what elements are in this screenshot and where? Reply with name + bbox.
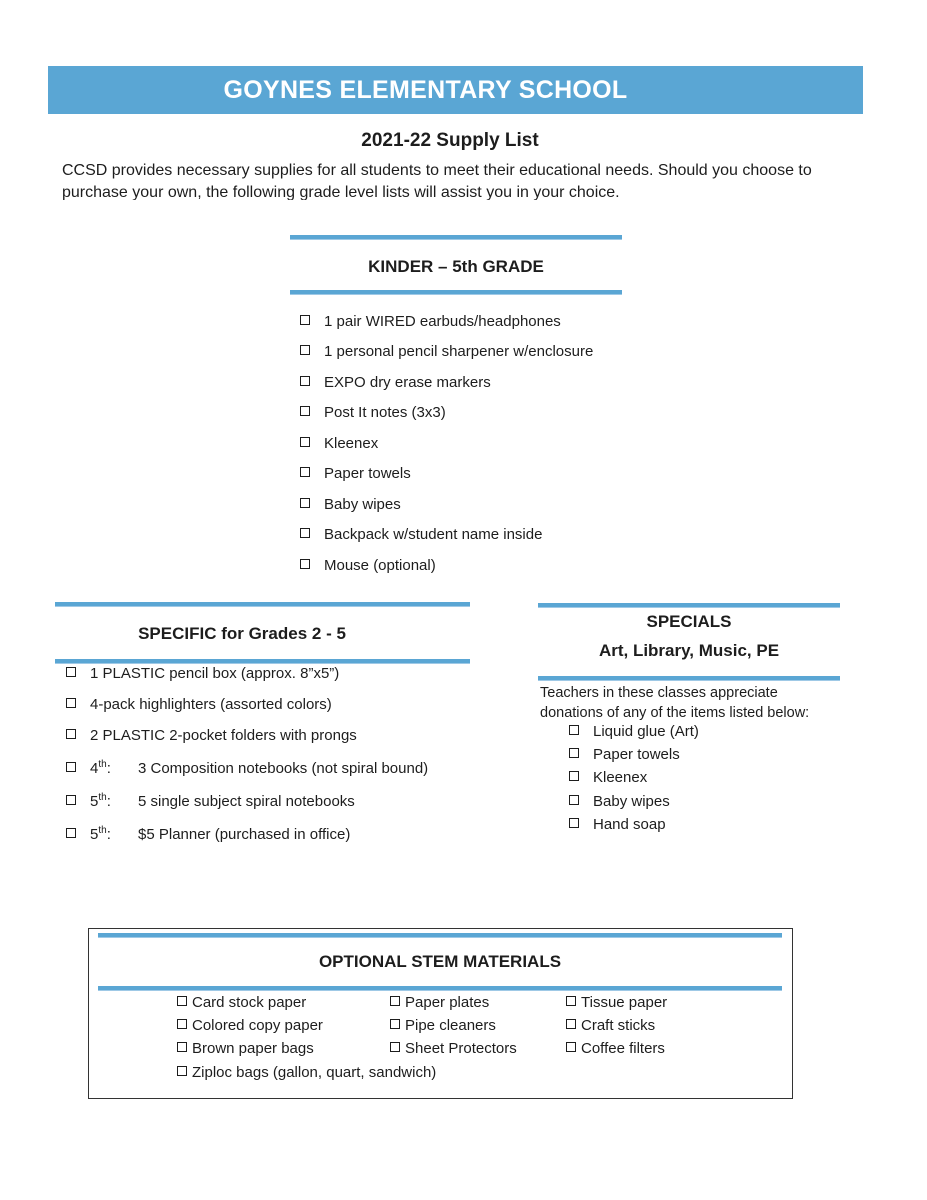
grade-number: 5	[90, 826, 99, 843]
item-label: Paper plates	[405, 994, 490, 1011]
checkbox-icon[interactable]	[66, 698, 76, 708]
item-label: 1 personal pencil sharpener w/enclosure	[324, 343, 594, 360]
checkbox-icon[interactable]	[566, 996, 576, 1006]
item-label: Brown paper bags	[192, 1040, 314, 1057]
checklist-item-1-personal-pencil-sharpener-w-enclosure	[300, 343, 593, 360]
checklist-item-liquid-glue-art	[569, 723, 699, 740]
item-label: 5 single subject spiral notebooks	[138, 793, 355, 810]
checkbox-icon[interactable]	[66, 828, 76, 838]
checkbox-icon[interactable]	[569, 771, 579, 781]
specials-bottom-rule	[538, 676, 840, 681]
specific-top-rule	[55, 602, 470, 607]
intro-text: CCSD provides necessary supplies for all students to meet their educational needs. Should you choose to purchase your own, the following grade level lists will assist you in your choice.	[62, 162, 812, 200]
checkbox-icon[interactable]	[569, 818, 579, 828]
checkbox-icon[interactable]	[66, 667, 76, 677]
checklist-item-2-plastic-2-pocket-folders-with-prongs	[66, 727, 357, 744]
checkbox-icon[interactable]	[66, 762, 76, 772]
checklist-item-4-pack-highlighters-assorted-colors	[66, 696, 332, 713]
grade-label	[90, 792, 138, 810]
checkbox-icon[interactable]	[177, 1042, 187, 1052]
kinder-top-rule	[290, 235, 622, 240]
grade-suffix: th	[98, 825, 107, 836]
item-label: Post It notes (3x3)	[324, 404, 446, 421]
checklist-item-backpack-w-student-name-inside	[300, 526, 542, 543]
checkbox-icon[interactable]	[566, 1019, 576, 1029]
checklist-item-paper-towels	[300, 465, 411, 482]
item-label: Backpack w/student name inside	[324, 526, 543, 543]
item-label: 3 Composition notebooks (not spiral bound)	[138, 760, 429, 777]
item-label: Paper towels	[324, 465, 411, 482]
checklist-item-baby-wipes	[569, 793, 670, 810]
grade-colon: :	[106, 760, 111, 777]
checkbox-icon[interactable]	[66, 795, 76, 805]
checklist-item-1-plastic-pencil-box-approx-8-x5	[66, 665, 339, 682]
specials-heading: SPECIALS	[646, 612, 732, 631]
checkbox-icon[interactable]	[569, 795, 579, 805]
grade-label	[90, 825, 138, 843]
checklist-item-craft-sticks	[566, 1017, 655, 1034]
checklist-item-kleenex	[300, 435, 378, 452]
specials-note-line1: Teachers in these classes appreciate	[540, 685, 778, 701]
item-label: Sheet Protectors	[405, 1040, 517, 1057]
checkbox-icon[interactable]	[300, 437, 310, 447]
school-name: GOYNES ELEMENTARY SCHOOL	[223, 76, 628, 104]
school-banner	[48, 66, 863, 114]
checkbox-icon[interactable]	[300, 559, 310, 569]
specific-heading: SPECIFIC for Grades 2 - 5	[138, 624, 346, 643]
page-title: 2021-22 Supply List	[361, 130, 539, 151]
item-label: Kleenex	[593, 769, 648, 786]
item-label: 1 pair WIRED earbuds/headphones	[324, 313, 561, 330]
grade-suffix: th	[98, 759, 107, 770]
item-label: Craft sticks	[581, 1017, 656, 1034]
stem-top-rule	[98, 933, 782, 938]
grade-suffix: th	[98, 792, 107, 803]
specials-note-line2: donations of any of the items listed below:	[540, 705, 810, 721]
item-label: Baby wipes	[593, 793, 670, 810]
grade-number: 4	[90, 760, 99, 777]
stem-heading: OPTIONAL STEM MATERIALS	[318, 952, 562, 971]
checklist-item-paper-plates	[390, 994, 489, 1011]
specials-top-rule	[538, 603, 840, 608]
item-label: Card stock paper	[192, 994, 307, 1011]
stem-bottom-rule	[98, 986, 782, 991]
item-label: 1 PLASTIC pencil box (approx. 8”x5”)	[90, 665, 340, 682]
kinder-heading: KINDER – 5th GRADE	[368, 257, 544, 276]
checkbox-icon[interactable]	[390, 1042, 400, 1052]
item-label: Baby wipes	[324, 496, 401, 513]
item-label: 2 PLASTIC 2-pocket folders with prongs	[90, 727, 357, 744]
checkbox-icon[interactable]	[177, 996, 187, 1006]
checkbox-icon[interactable]	[300, 406, 310, 416]
checklist-item-ziploc-bags-gallon-quart-sandwich	[177, 1064, 436, 1081]
item-label: Ziploc bags (gallon, quart, sandwich)	[192, 1064, 437, 1081]
checkbox-icon[interactable]	[300, 528, 310, 538]
checklist-item-3-composition-notebooks-not-spiral-bound	[66, 759, 428, 777]
checklist-item-post-it-notes-3x3	[300, 404, 446, 421]
specific-bottom-rule	[55, 659, 470, 664]
grade-colon: :	[106, 826, 111, 843]
checklist-item-baby-wipes	[300, 496, 401, 513]
item-label: EXPO dry erase markers	[324, 374, 491, 391]
checklist-item-5-single-subject-spiral-notebooks	[66, 792, 355, 810]
checklist-item-tissue-paper	[566, 994, 667, 1011]
checklist-item-kleenex	[569, 769, 647, 786]
item-label: Colored copy paper	[192, 1017, 323, 1034]
specials-note	[540, 683, 809, 723]
checklist-item-5-planner-purchased-in-office	[66, 825, 350, 843]
checklist-item-paper-towels	[569, 746, 680, 763]
checkbox-icon[interactable]	[300, 345, 310, 355]
checklist-item-mouse-optional	[300, 557, 436, 574]
checklist-item-brown-paper-bags	[177, 1040, 314, 1057]
checkbox-icon[interactable]	[300, 376, 310, 386]
checklist-item-pipe-cleaners	[390, 1017, 496, 1034]
item-label: Mouse (optional)	[324, 557, 436, 574]
checkbox-icon[interactable]	[300, 467, 310, 477]
item-label: Liquid glue (Art)	[593, 723, 699, 740]
item-label: $5 Planner (purchased in office)	[138, 826, 351, 843]
checklist-item-coffee-filters	[566, 1040, 665, 1057]
checklist-item-sheet-protectors	[390, 1040, 517, 1057]
checkbox-icon[interactable]	[390, 1019, 400, 1029]
checkbox-icon[interactable]	[300, 498, 310, 508]
checkbox-icon[interactable]	[177, 1066, 187, 1076]
checkbox-icon[interactable]	[569, 725, 579, 735]
checkbox-icon[interactable]	[66, 729, 76, 739]
item-label: Hand soap	[593, 816, 666, 833]
checklist-item-colored-copy-paper	[177, 1017, 323, 1034]
checklist-item-hand-soap	[569, 816, 666, 833]
grade-colon: :	[106, 793, 111, 810]
item-label: Tissue paper	[581, 994, 668, 1011]
checkbox-icon[interactable]	[569, 748, 579, 758]
checklist-item-1-pair-wired-earbuds-headphones	[300, 313, 561, 330]
checklist-item-card-stock-paper	[177, 994, 306, 1011]
item-label: Pipe cleaners	[405, 1017, 496, 1034]
checkbox-icon[interactable]	[390, 996, 400, 1006]
item-label: Paper towels	[593, 746, 680, 763]
grade-label	[90, 759, 138, 777]
checklist-item-expo-dry-erase-markers	[300, 374, 491, 391]
item-label: Kleenex	[324, 435, 379, 452]
checkbox-icon[interactable]	[177, 1019, 187, 1029]
grade-number: 5	[90, 793, 99, 810]
item-label: Coffee filters	[581, 1040, 665, 1057]
checkbox-icon[interactable]	[566, 1042, 576, 1052]
checkbox-icon[interactable]	[300, 315, 310, 325]
item-label: 4-pack highlighters (assorted colors)	[90, 696, 332, 713]
kinder-bottom-rule	[290, 290, 622, 295]
specials-subheading: Art, Library, Music, PE	[598, 641, 780, 660]
